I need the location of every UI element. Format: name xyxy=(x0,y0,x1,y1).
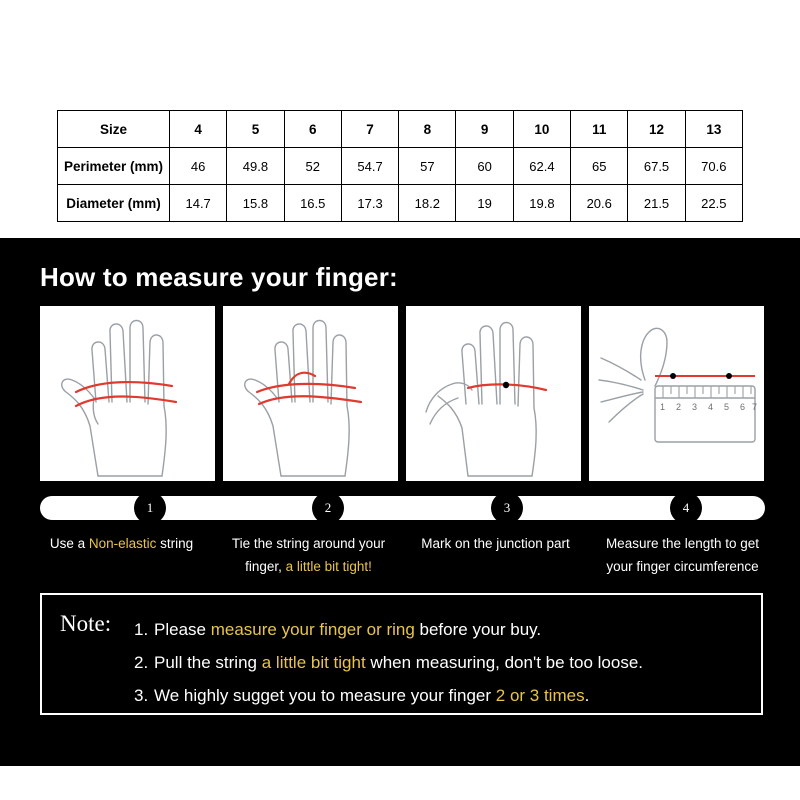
ruler-number: 1 xyxy=(660,402,666,412)
caption-text-pre: Use a xyxy=(49,536,89,551)
caption-text-pre: Tie the string around your finger, xyxy=(231,536,386,574)
row-label: Perimeter (mm) xyxy=(58,148,170,185)
note-box xyxy=(40,593,763,715)
hand-mark-junction-icon xyxy=(406,306,581,481)
caption-text-pre: Mark on the junction part xyxy=(421,536,570,551)
table-cell: 54.7 xyxy=(341,148,398,185)
table-cell: 20.6 xyxy=(571,185,628,222)
table-cell: 17.3 xyxy=(341,185,398,222)
table-cell: 22.5 xyxy=(685,185,742,222)
junction-mark-dot xyxy=(503,382,509,388)
table-cell: 67.5 xyxy=(628,148,685,185)
hand-string-tied-icon xyxy=(223,306,398,481)
steps-progress-bar xyxy=(40,496,765,520)
ruler-number: 4 xyxy=(708,402,714,412)
caption-text-highlight: Non-elastic xyxy=(88,536,157,551)
size-table xyxy=(57,110,743,222)
table-cell: 15.8 xyxy=(227,185,284,222)
note-label: Note: xyxy=(60,611,112,636)
note-item-number: 3. xyxy=(134,686,149,705)
table-header-row xyxy=(58,111,743,148)
panel-title: How to measure your finger: xyxy=(40,262,398,292)
table-cell: 14.7 xyxy=(170,185,227,222)
note-item-number: 2. xyxy=(134,653,149,672)
table-cell: 19.8 xyxy=(513,185,570,222)
table-cell: 49.8 xyxy=(227,148,284,185)
step-caption-1 xyxy=(28,532,215,578)
table-cell: 19 xyxy=(456,185,513,222)
step-number-3: 3 xyxy=(491,492,523,524)
table-header-cell: 4 xyxy=(170,111,227,148)
table-header-cell: Size xyxy=(58,111,170,148)
table-cell: 52 xyxy=(284,148,341,185)
ruler-measure-icon xyxy=(589,306,764,481)
note-text-post: before your buy. xyxy=(414,620,542,639)
table-cell: 57 xyxy=(399,148,456,185)
row-label: Diameter (mm) xyxy=(58,185,170,222)
note-item xyxy=(134,646,751,679)
step-number-2: 2 xyxy=(312,492,344,524)
table-cell: 62.4 xyxy=(513,148,570,185)
table-header-cell: 6 xyxy=(284,111,341,148)
measure-start-dot xyxy=(670,373,676,379)
step-caption-4 xyxy=(589,532,776,578)
note-text-highlight: a little bit tight xyxy=(261,653,366,672)
note-text-pre: Please xyxy=(154,620,211,639)
hand-with-string-icon xyxy=(40,306,215,481)
step-caption-3 xyxy=(402,532,589,578)
ruler-number: 6 xyxy=(740,402,746,412)
illustration-step-2 xyxy=(223,306,398,481)
step-number-1: 1 xyxy=(134,492,166,524)
table-header-cell: 7 xyxy=(341,111,398,148)
caption-text-post: string xyxy=(156,536,194,551)
table-row xyxy=(58,148,743,185)
illustration-step-3 xyxy=(406,306,581,481)
step-captions xyxy=(28,532,778,578)
note-text-pre: We highly sugget you to measure your finger xyxy=(154,686,496,705)
ruler-number: 5 xyxy=(724,402,730,412)
table-cell: 70.6 xyxy=(685,148,742,185)
illustration-step-4 xyxy=(589,306,764,481)
ring-size-table xyxy=(57,110,743,222)
measure-instructions-panel xyxy=(0,238,800,766)
table-cell: 65 xyxy=(571,148,628,185)
table-header-cell: 5 xyxy=(227,111,284,148)
caption-text-highlight: a little bit tight! xyxy=(285,559,372,574)
note-item xyxy=(134,613,751,646)
table-cell: 21.5 xyxy=(628,185,685,222)
caption-text-pre: Measure the length to get your finger circumference xyxy=(605,536,760,574)
note-text-post: . xyxy=(584,686,590,705)
ruler-number: 7 xyxy=(752,402,758,412)
table-header-cell: 13 xyxy=(685,111,742,148)
table-header-cell: 9 xyxy=(456,111,513,148)
note-text-highlight: 2 or 3 times xyxy=(495,686,585,705)
table-cell: 16.5 xyxy=(284,185,341,222)
step-number-4: 4 xyxy=(670,492,702,524)
measure-end-dot xyxy=(726,373,732,379)
table-header-cell: 11 xyxy=(571,111,628,148)
step-caption-2 xyxy=(215,532,402,578)
illustration-row xyxy=(40,306,765,481)
table-row xyxy=(58,185,743,222)
table-cell: 18.2 xyxy=(399,185,456,222)
table-cell: 46 xyxy=(170,148,227,185)
note-text-pre: Pull the string xyxy=(154,653,262,672)
note-text-highlight: measure your finger or ring xyxy=(210,620,415,639)
illustration-step-1 xyxy=(40,306,215,481)
table-header-cell: 12 xyxy=(628,111,685,148)
note-item xyxy=(134,679,751,712)
table-header-cell: 10 xyxy=(513,111,570,148)
ruler-number: 3 xyxy=(692,402,698,412)
ruler-number: 2 xyxy=(676,402,682,412)
note-list xyxy=(134,613,751,712)
note-text-post: when measuring, don't be too loose. xyxy=(365,653,643,672)
table-cell: 60 xyxy=(456,148,513,185)
note-item-number: 1. xyxy=(134,620,149,639)
table-header-cell: 8 xyxy=(399,111,456,148)
